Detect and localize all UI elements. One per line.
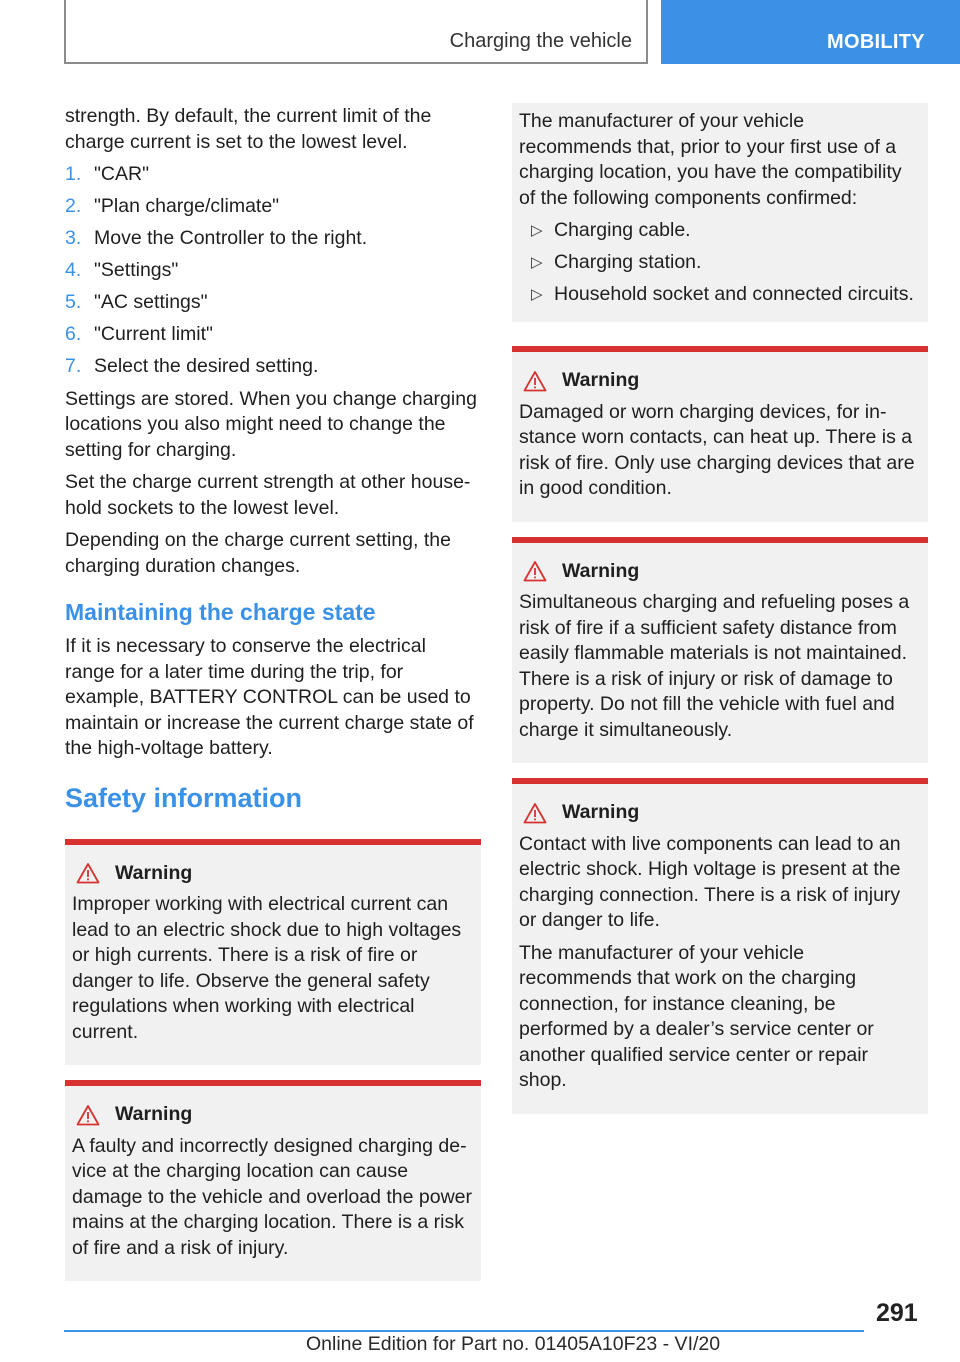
warning-title — [519, 559, 921, 585]
warning-text: Simultaneous charging and refueling poses a risk of fire if a sufficient safety distance from easily flammable materials is not maintained. There is a risk of injury or risk of damage to property. Do not fill the vehicle with fuel and charge it simultaneously. — [519, 591, 910, 741]
triangle-bullet-icon: ▷ — [531, 286, 543, 303]
header-frame — [64, 0, 648, 64]
warning-label: Warning — [115, 1103, 193, 1125]
safety-information-heading: Safety information — [65, 782, 303, 813]
edition-footer: Online Edition for Part no. 01405A10F23 - VI/20 — [306, 1333, 721, 1355]
warning-title — [519, 368, 921, 394]
warning-box — [512, 778, 928, 1114]
warning-triangle-icon — [523, 802, 547, 824]
note-text: The manufacturer of your vehicle recommends that, prior to your first use of a charging location, you have the compatibility of the following components confirmed: — [519, 110, 902, 209]
warning-triangle-icon — [76, 862, 100, 884]
list-item: ▷ Charging cable. — [519, 218, 921, 244]
warning-text: Improper working with electrical current can lead to an electric shock due to high voltages or high currents. There is a risk of fire or danger to life. Observe the general safety regulations when working with electrical current. — [72, 893, 462, 1043]
step-text: "Plan charge/climate" — [94, 195, 280, 217]
maintain-charge-heading: Maintaining the charge state — [65, 599, 376, 625]
step-item — [65, 226, 481, 252]
warning-triangle-icon — [76, 1104, 100, 1126]
intro-paragraph: strength. By default, the current limit of the charge current is set to the lowest level. — [65, 105, 432, 153]
warning-title — [519, 800, 921, 826]
page-number: 291 — [876, 1299, 918, 1327]
chapter-tab[interactable] — [661, 0, 960, 64]
step-number: 5. — [65, 291, 82, 313]
settings-stored-paragraph: Settings are stored. When you change charging locations you also might need to change the setting for charging. — [65, 387, 477, 461]
household-sockets-paragraph: Set the charge current strength at other household sockets to the lowest level. — [65, 471, 471, 519]
step-text: Select the desired setting. — [94, 355, 319, 377]
step-number: 2. — [65, 195, 82, 217]
warning-label: Warning — [562, 559, 640, 582]
warning-label: Warning — [562, 801, 640, 823]
footer-divider — [64, 1330, 864, 1332]
triangle-bullet-icon: ▷ — [531, 222, 543, 239]
step-number: 1. — [65, 163, 82, 185]
step-text: "AC settings" — [94, 291, 208, 313]
step-item — [65, 322, 481, 348]
warning-text-secondary: The manufacturer of your vehicle recommends that work on the charging connection, for instance cleaning, be performed by a dealer’s service center or another qualified service center or repair shop. — [519, 941, 874, 1091]
warning-text: Contact with live components can lead to an electric shock. High voltage is present at the charging connection. There is a risk of injury or danger to life. — [519, 832, 901, 931]
warning-box — [512, 346, 928, 522]
right-column — [512, 103, 928, 1129]
warning-title — [72, 1102, 474, 1128]
warning-box — [65, 839, 481, 1066]
warning-box — [65, 1080, 481, 1281]
step-item — [65, 354, 481, 380]
warning-triangle-icon — [523, 370, 547, 392]
step-item — [65, 194, 481, 220]
step-item — [65, 258, 481, 284]
warning-box — [512, 537, 928, 764]
warning-label: Warning — [115, 861, 193, 884]
triangle-bullet-icon: ▷ — [531, 254, 543, 271]
step-number: 6. — [65, 323, 82, 345]
step-text: "CAR" — [94, 163, 150, 185]
warning-text: A faulty and incorrectly designed charging device at the charging location can cause damage to the vehicle and overload the power mains at the charging location. There is a risk of fire and a risk of injury. — [72, 1134, 473, 1259]
step-text: Move the Controller to the right. — [94, 227, 368, 249]
warning-triangle-icon — [523, 560, 547, 582]
maintain-charge-paragraph: If it is necessary to conserve the electrical range for a later time during the trip, for example, BATTERY CONTROL can be used to maintain or increase the current charge state of the high-voltage battery. — [65, 635, 474, 759]
recommendation-note — [512, 103, 928, 322]
chapter-tab-label: MOBILITY — [827, 31, 925, 53]
step-text: "Current limit" — [94, 323, 213, 345]
step-number: 3. — [65, 227, 82, 249]
charging-duration-paragraph: Depending on the charge current setting, the charging duration changes. — [65, 529, 451, 577]
step-item — [65, 290, 481, 316]
step-number: 4. — [65, 259, 82, 281]
section-title: Charging the vehicle — [449, 30, 632, 52]
left-column — [65, 104, 481, 1296]
step-text: "Settings" — [94, 259, 179, 281]
warning-title — [72, 861, 474, 887]
list-item: ▷ Charging station. — [519, 250, 921, 276]
warning-text: Damaged or worn charging devices, for instance worn contacts, can heat up. There is a risk of fire. Only use charging devices that are in good condition. — [519, 400, 915, 499]
warning-label: Warning — [562, 369, 640, 391]
step-number: 7. — [65, 355, 82, 377]
note-bullet-list — [519, 218, 921, 308]
step-item — [65, 162, 481, 188]
list-item: ▷ Household socket and connected circuits. — [519, 282, 921, 308]
step-list — [65, 162, 481, 380]
